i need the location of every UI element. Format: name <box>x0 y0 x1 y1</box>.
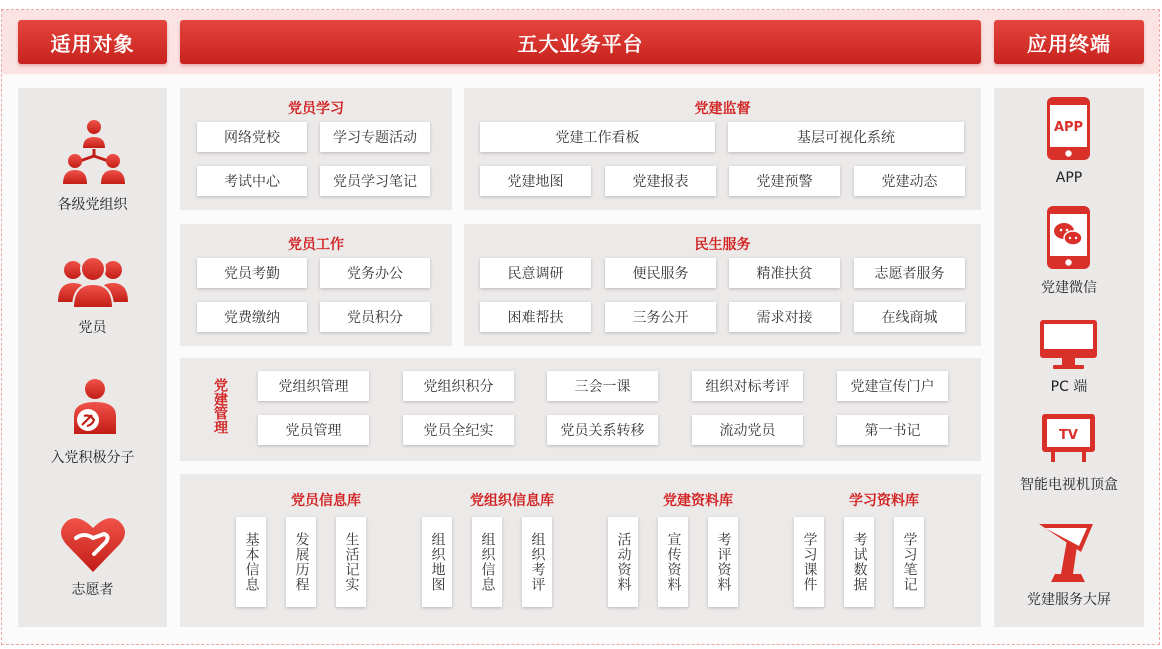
chip-exam-center[interactable]: 考试中心 <box>197 166 307 196</box>
terminal-label-wechat: 党建微信 <box>1041 280 1097 296</box>
chip-study-notes[interactable]: 党员学习笔记 <box>320 166 430 196</box>
target-label-activist: 入党积极分子 <box>50 450 135 466</box>
db-chip-development[interactable]: 发展历程 <box>286 517 316 607</box>
db-chip-life-record[interactable]: 生活记实 <box>336 517 366 607</box>
app-phone-icon <box>1047 97 1090 160</box>
terminal-label-pc: PC 端 <box>1050 379 1088 395</box>
chip-org-evaluation[interactable]: 组织对标考评 <box>692 371 803 401</box>
db-chip-exam-data[interactable]: 考试数据 <box>844 517 874 607</box>
activist-icon <box>68 378 120 434</box>
db-chip-activity-materials[interactable]: 活动资料 <box>608 517 638 607</box>
chip-member-management[interactable]: 党员管理 <box>258 415 369 445</box>
db-title-study: 学习资料库 <box>849 493 919 509</box>
db-chip-evaluation-materials[interactable]: 考评资料 <box>708 517 738 607</box>
db-chip-publicity-materials[interactable]: 宣传资料 <box>658 517 688 607</box>
volunteer-heart-icon <box>60 514 126 574</box>
chip-party-office[interactable]: 党务办公 <box>320 258 430 288</box>
panel-livelihood <box>464 224 981 346</box>
chip-topic-activities[interactable]: 学习专题活动 <box>320 122 430 152</box>
chip-affairs-disclosure[interactable]: 三务公开 <box>605 302 716 332</box>
chip-party-report[interactable]: 党建报表 <box>605 166 716 196</box>
db-chip-org-evaluation[interactable]: 组织考评 <box>522 517 552 607</box>
panel-member-work <box>180 224 452 346</box>
chip-party-warning[interactable]: 党建预警 <box>729 166 840 196</box>
chip-member-points[interactable]: 党员积分 <box>320 302 430 332</box>
pc-monitor-icon <box>1040 320 1097 370</box>
kiosk-screen-icon <box>1037 520 1099 582</box>
targets-column <box>18 88 167 627</box>
chip-three-meetings[interactable]: 三会一课 <box>547 371 658 401</box>
chip-attendance[interactable]: 党员考勤 <box>197 258 307 288</box>
panel-title-supervision: 党建监督 <box>694 101 751 117</box>
chip-dues-payment[interactable]: 党费缴纳 <box>197 302 307 332</box>
header-targets: 适用对象 <box>18 20 167 64</box>
header-platform: 五大业务平台 <box>180 20 981 64</box>
chip-party-news[interactable]: 党建动态 <box>854 166 965 196</box>
wechat-phone-icon <box>1047 206 1090 269</box>
chip-member-record[interactable]: 党员全纪实 <box>403 415 514 445</box>
db-chip-basic-info[interactable]: 基本信息 <box>236 517 266 607</box>
panel-title-study: 党员学习 <box>288 101 344 117</box>
chip-publicity-portal[interactable]: 党建宣传门户 <box>837 371 948 401</box>
terminal-label-app: APP <box>1055 170 1083 186</box>
panel-databases <box>180 474 981 627</box>
chip-convenience-service[interactable]: 便民服务 <box>605 258 716 288</box>
panel-title-livelihood: 民生服务 <box>694 237 751 253</box>
db-chip-courseware[interactable]: 学习课件 <box>794 517 824 607</box>
panel-title-work: 党员工作 <box>288 237 344 253</box>
chip-party-map[interactable]: 党建地图 <box>480 166 591 196</box>
chip-first-secretary[interactable]: 第一书记 <box>837 415 948 445</box>
members-icon <box>58 256 128 308</box>
header-terminals: 应用终端 <box>994 20 1144 64</box>
chip-online-school[interactable]: 网络党校 <box>197 122 307 152</box>
chip-volunteer-service[interactable]: 志愿者服务 <box>854 258 965 288</box>
app-badge-text: APP <box>1053 120 1084 135</box>
chip-opinion-survey[interactable]: 民意调研 <box>480 258 591 288</box>
chip-hardship-aid[interactable]: 困难帮扶 <box>480 302 591 332</box>
db-chip-study-notes[interactable]: 学习笔记 <box>894 517 924 607</box>
chip-poverty-relief[interactable]: 精准扶贫 <box>729 258 840 288</box>
db-chip-org-map[interactable]: 组织地图 <box>422 517 452 607</box>
panel-supervision <box>464 88 981 210</box>
chip-org-management[interactable]: 党组织管理 <box>258 371 369 401</box>
target-label-org: 各级党组织 <box>57 197 128 213</box>
chip-mobile-members[interactable]: 流动党员 <box>692 415 803 445</box>
db-chip-org-info[interactable]: 组织信息 <box>472 517 502 607</box>
chip-online-mall[interactable]: 在线商城 <box>854 302 965 332</box>
panel-member-study <box>180 88 452 210</box>
panel-title-management: 党建管理 <box>212 378 228 434</box>
tv-icon <box>1042 414 1095 464</box>
chip-demand-matching[interactable]: 需求对接 <box>729 302 840 332</box>
chip-relation-transfer[interactable]: 党员关系转移 <box>547 415 658 445</box>
terminals-column <box>994 88 1144 627</box>
db-title-org: 党组织信息库 <box>470 493 554 509</box>
panel-management <box>180 358 981 461</box>
tv-badge-text: TV <box>1059 428 1078 443</box>
chip-work-dashboard[interactable]: 党建工作看板 <box>480 122 715 152</box>
terminal-label-tv: 智能电视机顶盒 <box>1020 477 1118 493</box>
organization-icon <box>61 118 127 184</box>
db-title-materials: 党建资料库 <box>663 493 733 509</box>
db-title-member: 党员信息库 <box>291 493 361 509</box>
terminal-label-screen: 党建服务大屏 <box>1027 592 1111 608</box>
chip-visual-system[interactable]: 基层可视化系统 <box>728 122 964 152</box>
target-label-member: 党员 <box>78 320 107 336</box>
target-label-volunteer: 志愿者 <box>71 582 114 598</box>
chip-org-points[interactable]: 党组织积分 <box>403 371 514 401</box>
